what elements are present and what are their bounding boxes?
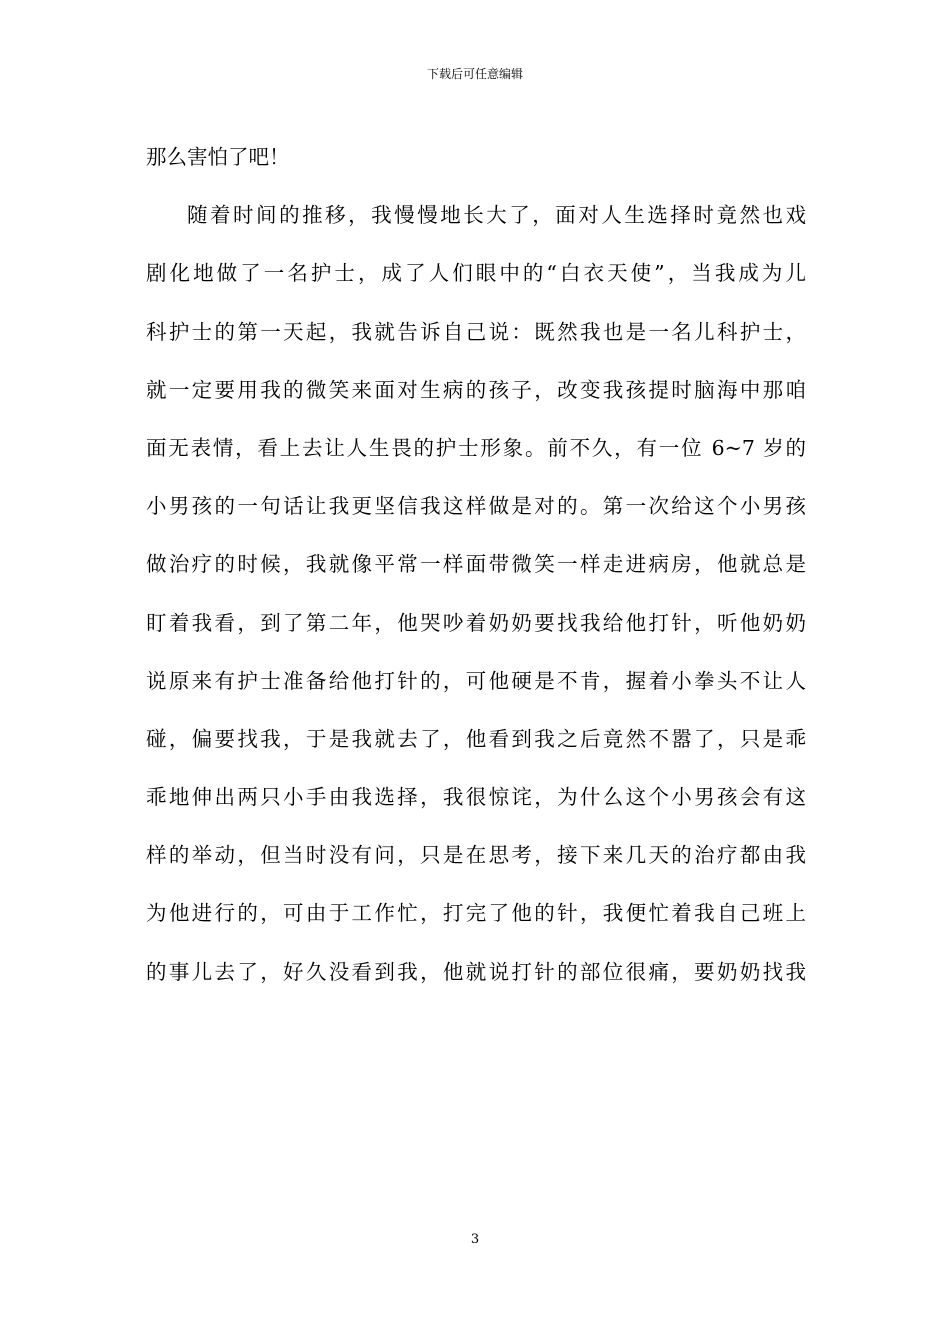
paragraph-line: 乖地伸出两只小手由我选择，我很惊诧，为什么这个小男孩会有这 — [146, 785, 806, 810]
paragraph-line: 小男孩的一句话让我更坚信我这样做是对的。第一次给这个小男孩 — [146, 494, 806, 519]
paragraph-line: 做治疗的时候，我就像平常一样面带微笑一样走进病房，他就总是 — [146, 552, 806, 577]
paragraph-line: 就一定要用我的微笑来面对生病的孩子，改变我孩提时脑海中那咱 — [146, 377, 806, 402]
paragraph-line: 盯着我看，到了第二年，他哭吵着奶奶要找我给他打针，听他奶奶 — [146, 610, 806, 635]
paragraph-line: 那么害怕了吧！ — [146, 145, 290, 169]
page-number: 3 — [470, 1232, 480, 1247]
paragraph-line: 面无表情，看上去让人生畏的护士形象。前不久，有一位 6~7 岁的 — [146, 435, 806, 460]
paragraph-line: 剧化地做了一名护士，成了人们眼中的“白衣天使”，当我成为儿 — [146, 261, 806, 286]
paragraph-line: 随着时间的推移，我慢慢地长大了，面对人生选择时竟然也戏 — [187, 203, 806, 228]
paragraph-line: 科护士的第一天起，我就告诉自己说：既然我也是一名儿科护士， — [146, 319, 806, 344]
paragraph-line: 说原来有护士准备给他打针的，可他硬是不肯，握着小拳头不让人 — [146, 668, 806, 693]
paragraph-line: 的事儿去了，好久没看到我，他就说打针的部位很痛，要奶奶找我 — [146, 959, 806, 984]
paragraph-line: 样的举动，但当时没有问，只是在思考，接下来几天的治疗都由我 — [146, 843, 806, 868]
paragraph-line: 碰，偏要找我，于是我就去了，他看到我之后竟然不嚣了，只是乖 — [146, 726, 806, 751]
page-header: 下载后可任意编辑 — [426, 67, 523, 81]
paragraph-line: 为他进行的，可由于工作忙，打完了他的针，我便忙着我自己班上 — [146, 901, 806, 926]
document-body — [146, 128, 806, 1001]
